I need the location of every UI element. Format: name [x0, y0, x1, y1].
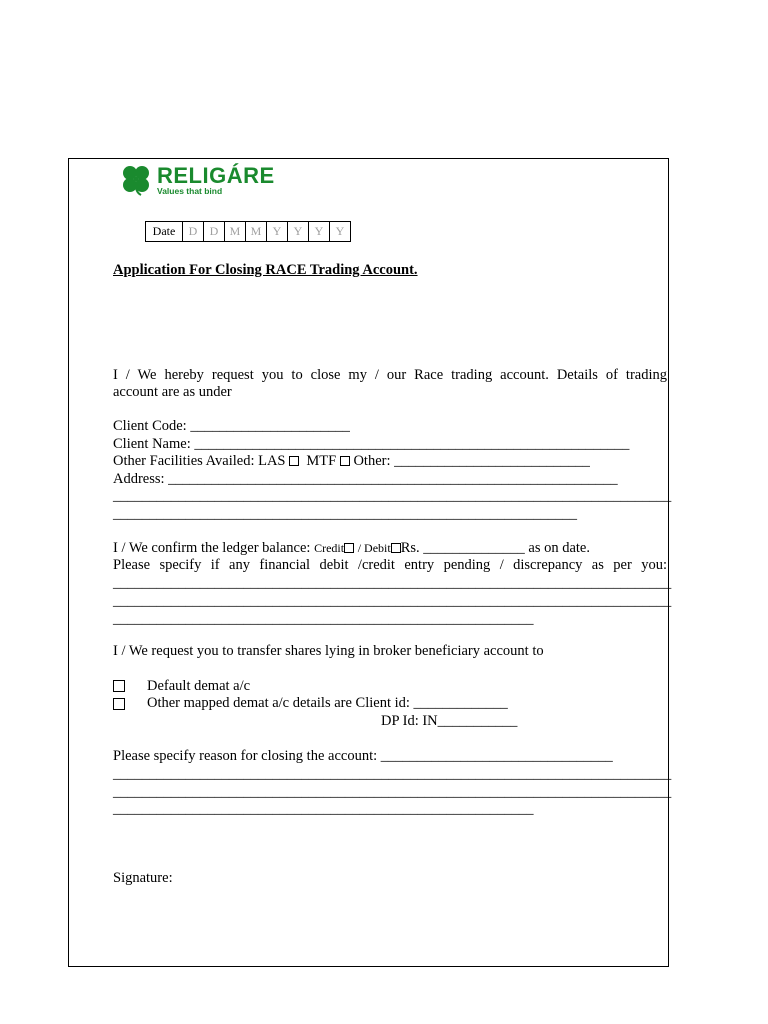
four-leaf-clover-icon: [117, 164, 155, 196]
intro-line-2: account are as under: [113, 384, 232, 400]
reason-line-2[interactable]: _____________________________________________________________________________: [113, 784, 672, 800]
brand-name: RELIGÁRE: [157, 163, 275, 188]
address-line-2[interactable]: _____________________________________________________________________________: [113, 488, 672, 504]
signature-label: Signature:: [113, 870, 173, 886]
default-demat-label: Default demat a/c: [147, 678, 251, 694]
other-demat-client-id-field[interactable]: Other mapped demat a/c details are Client id: _____________: [147, 695, 508, 711]
reason-line-3[interactable]: __________________________________________________________: [113, 801, 534, 817]
date-label: Date: [146, 222, 183, 242]
address-line-3[interactable]: ________________________________________________________________: [113, 506, 577, 522]
credit-checkbox[interactable]: [344, 543, 354, 553]
mtf-checkbox[interactable]: [340, 456, 350, 466]
discrepancy-line-1[interactable]: _____________________________________________________________________________: [113, 575, 672, 591]
discrepancy-prompt: Please specify if any financial debit /credit entry pending / discrepancy as per you:: [113, 557, 667, 573]
client-code-field[interactable]: Client Code: ______________________: [113, 418, 350, 434]
debit-checkbox[interactable]: [391, 543, 401, 553]
ledger-row: [113, 540, 590, 557]
discrepancy-line-3[interactable]: __________________________________________________________: [113, 611, 534, 627]
las-checkbox[interactable]: [289, 456, 299, 466]
dp-id-field[interactable]: DP Id: IN___________: [381, 713, 518, 729]
client-name-field[interactable]: Client Name: ____________________________________________________________: [113, 436, 630, 452]
credit-label: Credit: [314, 541, 345, 555]
date-cell-year[interactable]: Y: [288, 222, 309, 242]
discrepancy-line-2[interactable]: _____________________________________________________________________________: [113, 593, 672, 609]
mtf-label: MTF: [306, 453, 337, 469]
date-grid: [145, 221, 351, 242]
other-demat-checkbox[interactable]: [113, 698, 125, 710]
rs-amount-field[interactable]: Rs. ______________ as on date.: [400, 540, 590, 556]
date-cell-day[interactable]: D: [204, 222, 225, 242]
closing-reason-field[interactable]: Please specify reason for closing the account: ________________________________: [113, 748, 613, 764]
address-field[interactable]: Address: ______________________________________________________________: [113, 471, 618, 487]
other-facility-field[interactable]: Other: ___________________________: [353, 453, 590, 469]
transfer-request-text: I / We request you to transfer shares lying in broker beneficiary account to: [113, 643, 544, 659]
date-cell-day[interactable]: D: [183, 222, 204, 242]
form-title: Application For Closing RACE Trading Account.: [113, 262, 418, 278]
facilities-row: [113, 453, 590, 470]
ledger-confirm-text: I / We confirm the ledger balance:: [113, 540, 311, 556]
date-cell-year[interactable]: Y: [330, 222, 351, 242]
date-cell-year[interactable]: Y: [309, 222, 330, 242]
date-cell-month[interactable]: M: [246, 222, 267, 242]
reason-line-1[interactable]: _____________________________________________________________________________: [113, 766, 672, 782]
intro-line-1: I / We hereby request you to close my / our Race trading account. Details of trading: [113, 367, 667, 383]
date-cell-year[interactable]: Y: [267, 222, 288, 242]
brand-tagline: Values that bind: [157, 186, 223, 196]
default-demat-checkbox[interactable]: [113, 680, 125, 692]
facilities-label: Other Facilities Availed: LAS: [113, 453, 286, 469]
debit-label: / Debit: [357, 541, 391, 555]
date-cell-month[interactable]: M: [225, 222, 246, 242]
